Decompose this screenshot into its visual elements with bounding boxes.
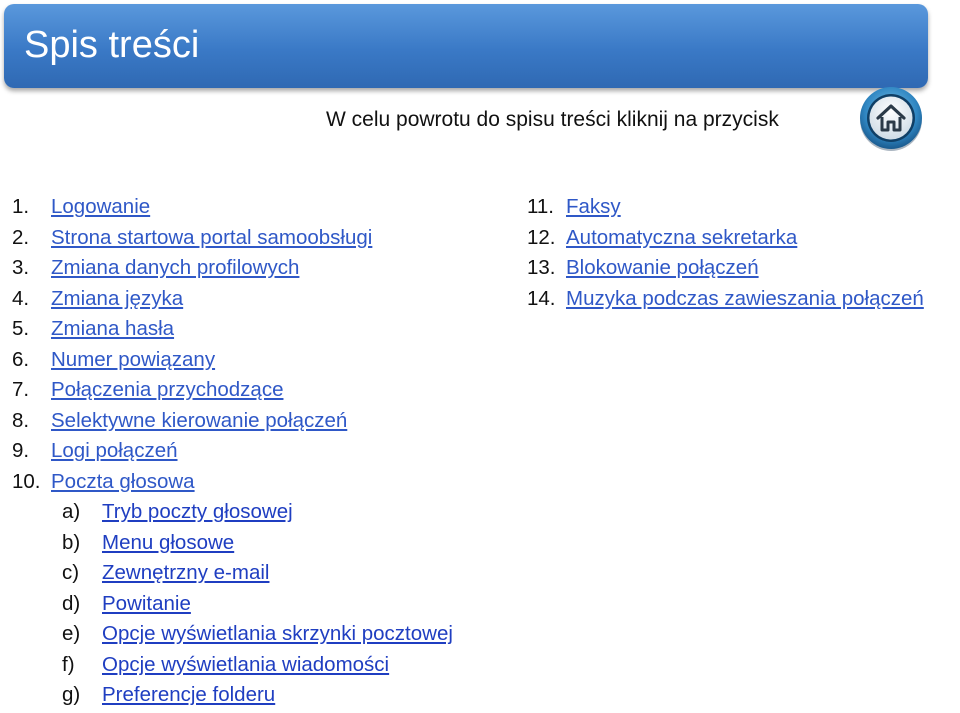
home-icon <box>858 86 924 152</box>
toc-item <box>12 192 512 223</box>
toc-subitem <box>12 528 512 559</box>
toc-item <box>12 467 512 498</box>
toc-subitem <box>12 589 512 620</box>
toc-item <box>12 345 512 376</box>
toc-link-poczta-glosowa[interactable]: Poczta głosowa <box>51 469 195 493</box>
toc-link-zmiana-jezyka[interactable]: Zmiana języka <box>51 286 184 310</box>
toc-subitem <box>12 650 512 681</box>
toc-item <box>12 314 512 345</box>
toc-item <box>12 436 512 467</box>
toc-number: c) <box>62 561 80 584</box>
toc-item <box>527 192 957 223</box>
toc-number: 12. <box>527 225 556 249</box>
toc-number: 3. <box>12 256 30 279</box>
toc-link-zmiana-danych[interactable]: Zmiana danych profilowych <box>51 256 300 279</box>
toc-number: a) <box>62 500 81 523</box>
toc-right-column <box>527 192 957 314</box>
toc-link-numer-powiazany[interactable]: Numer powiązany <box>51 347 216 371</box>
toc-link-faksy[interactable]: Faksy <box>566 195 621 218</box>
toc-subitem <box>12 619 512 650</box>
toc-link-muzyka-zawieszania[interactable]: Muzyka podczas zawieszania połączeń <box>566 286 924 310</box>
toc-link-powitanie[interactable]: Powitanie <box>102 591 191 615</box>
toc-subitem <box>12 558 512 589</box>
toc-link-logi-polaczen[interactable]: Logi połączeń <box>51 439 178 462</box>
toc-number: 9. <box>12 439 30 462</box>
toc-number: 7. <box>12 378 30 401</box>
toc-number: f) <box>62 652 75 676</box>
toc-link-polaczenia-przychodzace[interactable]: Połączenia przychodzące <box>51 378 284 401</box>
toc-link-opcje-wiadomosci[interactable]: Opcje wyświetlania wiadomości <box>102 652 390 676</box>
toc-link-automatyczna-sekretarka[interactable]: Automatyczna sekretarka <box>566 225 798 249</box>
toc-number: g) <box>62 683 81 706</box>
toc-link-strona-startowa[interactable]: Strona startowa portal samoobsługi <box>51 225 373 249</box>
home-button[interactable] <box>858 86 924 152</box>
title-bar <box>4 4 928 88</box>
toc-link-blokowanie-polaczen[interactable]: Blokowanie połączeń <box>566 256 759 279</box>
toc-number: 10. <box>12 469 41 493</box>
return-instruction: W celu powrotu do spisu treści kliknij na przycisk <box>326 108 779 131</box>
toc-number: 4. <box>12 286 30 310</box>
toc-number: 6. <box>12 347 30 371</box>
toc-link-logowanie[interactable]: Logowanie <box>51 195 151 218</box>
page-title: Spis treści <box>24 24 200 66</box>
toc-subitem <box>12 680 512 711</box>
toc-left-column <box>12 192 512 711</box>
toc-item <box>12 223 512 254</box>
toc-link-tryb-poczty[interactable]: Tryb poczty głosowej <box>102 500 293 523</box>
toc-number: 2. <box>12 225 30 249</box>
toc-item <box>12 406 512 437</box>
toc-number: 5. <box>12 317 30 340</box>
toc-item <box>12 375 512 406</box>
toc-link-opcje-skrzynki[interactable]: Opcje wyświetlania skrzynki pocztowej <box>102 622 453 645</box>
toc-item <box>12 284 512 315</box>
toc-number: 11. <box>527 195 554 218</box>
toc-number: 1. <box>12 195 30 218</box>
toc-link-selektywne-kierowanie[interactable]: Selektywne kierowanie połączeń <box>51 408 348 432</box>
toc-link-menu-glosowe[interactable]: Menu głosowe <box>102 530 235 554</box>
toc-item <box>527 223 957 254</box>
toc-number: 14. <box>527 286 556 310</box>
toc-item <box>527 284 957 315</box>
toc-link-zewnetrzny-email[interactable]: Zewnętrzny e-mail <box>102 561 270 584</box>
toc-link-zmiana-hasla[interactable]: Zmiana hasła <box>51 317 175 340</box>
toc-subitem <box>12 497 512 528</box>
toc-link-preferencje-folderu[interactable]: Preferencje folderu <box>102 683 276 706</box>
toc-number: e) <box>62 622 81 645</box>
toc-number: 13. <box>527 256 556 279</box>
toc-item <box>12 253 512 284</box>
toc-number: b) <box>62 530 81 554</box>
toc-number: 8. <box>12 408 30 432</box>
toc-item <box>527 253 957 284</box>
toc-number: d) <box>62 591 81 615</box>
